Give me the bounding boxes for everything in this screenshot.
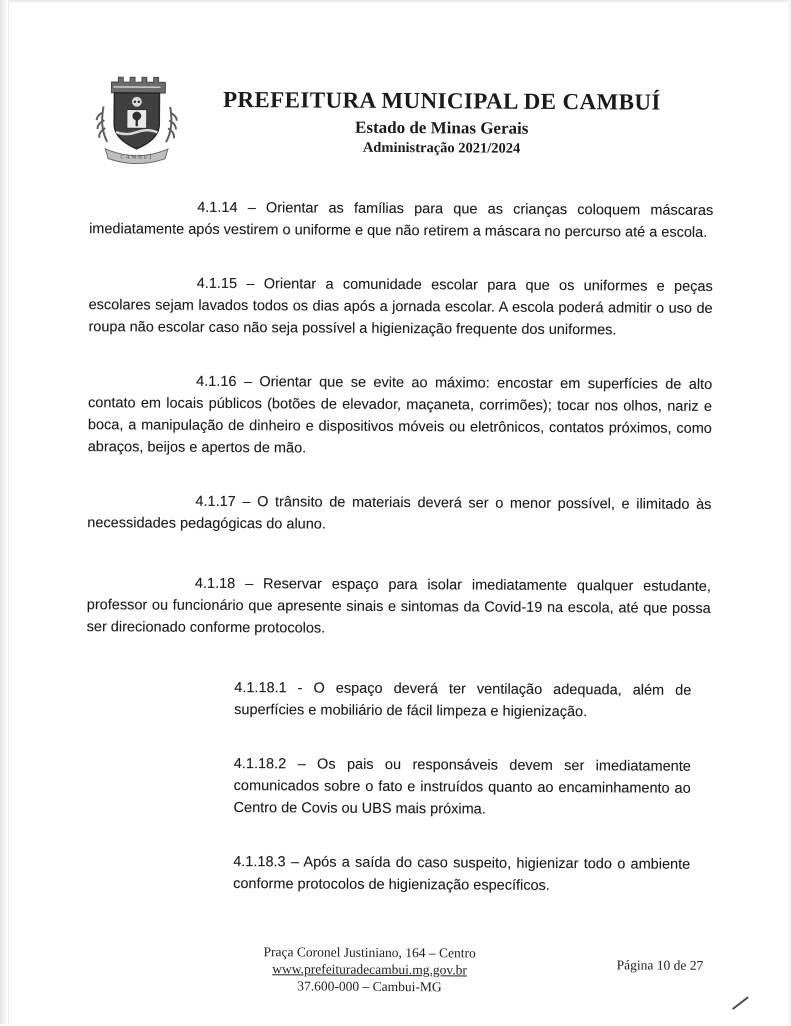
paragraph-4-1-14: 4.1.14 – Orientar as famílias para que as crianças coloquem máscaras imediatamente após vestirem o uniforme e que não retirem a máscara no percurso até a escola. — [89, 199, 714, 241]
subparagraph-4-1-18-1: 4.1.18.1 - O espaço deverá ter ventilação adequada, além de superfícies e mobiliário de fácil limpeza e higienização. — [234, 680, 692, 721]
footer-address-block — [244, 943, 494, 996]
document-body — [85, 196, 713, 930]
footer-address-line: Praça Coronel Justiniano, 164 – Centro — [263, 944, 476, 961]
logo-ribbon-text: CAMBUÍ — [120, 154, 153, 161]
page-number-indicator: Página 10 de 27 — [616, 957, 704, 973]
header-administration-line: Administração 2021/2024 — [362, 139, 521, 157]
footer-website-link: www.prefeituradecambui.mg.gov.br — [272, 961, 467, 978]
page-title: PREFEITURA MUNICIPAL DE CAMBUÍ — [222, 86, 661, 115]
header-state-line: Estado de Minas Gerais — [355, 117, 529, 138]
pen-stroke-icon — [732, 996, 749, 1010]
footer-city-line: 37.600-000 – Cambui-MG — [297, 978, 442, 995]
subparagraph-4-1-18-3: 4.1.18.3 – Após a saída do caso suspeito, higienizar todo o ambiente conforme protocolos de higienização específicos. — [233, 854, 691, 894]
paragraph-4-1-16: 4.1.16 – Orientar que se evite ao máximo: encostar em superfícies de alto contato em locais públicos (botões de elevador, maçaneta, corrimões); tocar nos olhos, nariz e boca, a manipulação de dinheiro e dispositivos móveis ou eletrônicos, contatos próximos, como abraços, beijos e apertos de mão. — [87, 373, 713, 457]
paragraph-4-1-15: 4.1.15 – Orientar a comunidade escolar para que os uniformes e peças escolares sejam lavados todos os dias após a jornada escolar. A escola poderá admitir o uso de roupa não escolar caso não seja possível a higienização frequente dos uniformes. — [88, 275, 713, 339]
document-header — [172, 87, 712, 159]
subparagraph-4-1-18-2: 4.1.18.2 – Os pais ou responsáveis devem ser imediatamente comunicados sobre o fato e instruídos quanto ao encaminhamento ao Centro de Covis ou UBS mais próxima. — [233, 756, 691, 818]
paragraph-4-1-18: 4.1.18 – Reservar espaço para isolar imediatamente qualquer estudante, professor ou funcionário que apresente sinais e sintomas da Covid-19 na escola, até que possa ser direcionado conforme protocolos. — [86, 575, 711, 637]
paragraph-4-1-17: 4.1.17 – O trânsito de materiais deverá ser o menor possível, e ilimitado às necessidades pedagógicas do aluno. — [87, 493, 712, 533]
